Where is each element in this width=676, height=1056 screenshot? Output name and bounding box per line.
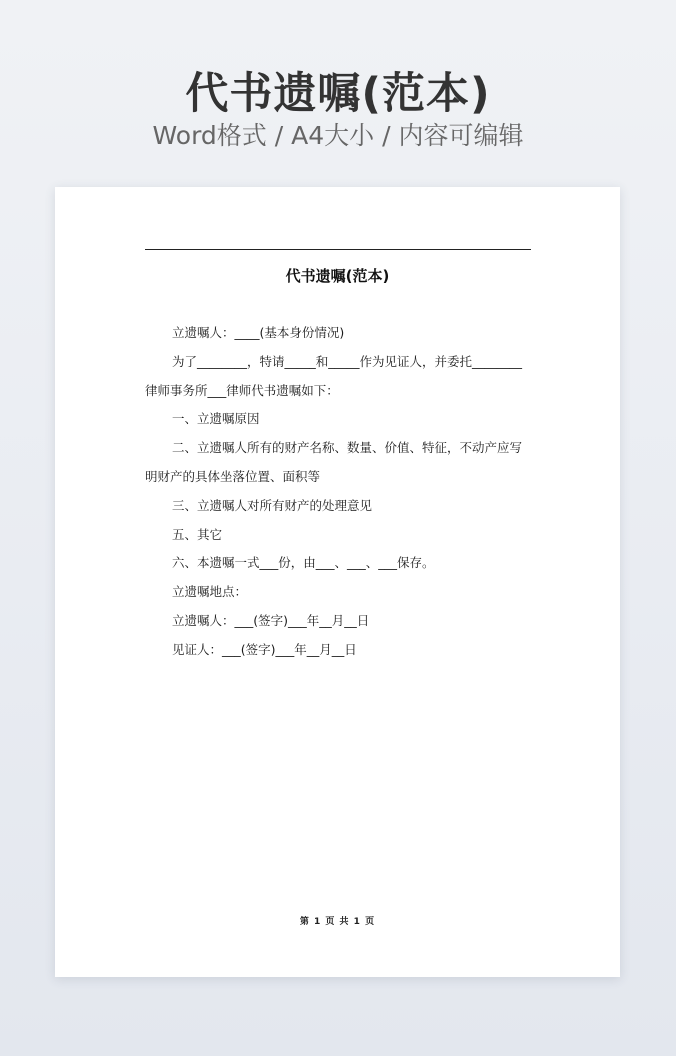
document-page xyxy=(55,187,620,977)
testator-line: 立遗嘱人：____(基本身份情况) xyxy=(172,325,345,340)
witness-signature-line: 见证人：___(签字)___年__月__日 xyxy=(172,641,357,657)
section-other: 五、其它 xyxy=(172,526,223,542)
page-number: 第 1 页 共 1 页 xyxy=(299,917,376,927)
header-divider xyxy=(145,249,531,250)
document-body xyxy=(145,319,531,665)
will-location-line: 立遗嘱地点： xyxy=(172,584,248,600)
witness-paragraph: 为了________，特请_____和_____作为见证人，并委托________律师事务所___律师代书遗嘱如下： xyxy=(145,353,523,398)
section-reason: 一、立遗嘱原因 xyxy=(172,411,260,427)
testator-signature-line: 立遗嘱人：___(签字)___年__月__日 xyxy=(172,612,370,628)
banner-title: 代书遗嘱(范本) xyxy=(185,69,491,119)
document-title: 代书遗嘱(范本) xyxy=(285,267,390,285)
section-disposal: 三、立遗嘱人对所有财产的处理意见 xyxy=(172,497,373,513)
banner-subtitle: Word格式 / A4大小 / 内容可编辑 xyxy=(152,121,524,150)
section-copies: 六、本遗嘱一式___份，由___、___、___保存。 xyxy=(172,555,435,571)
section-property: 二、立遗嘱人所有的财产名称、数量、价值、特征，不动产应写明财产的具体坐落位置、面积等 xyxy=(145,440,523,484)
